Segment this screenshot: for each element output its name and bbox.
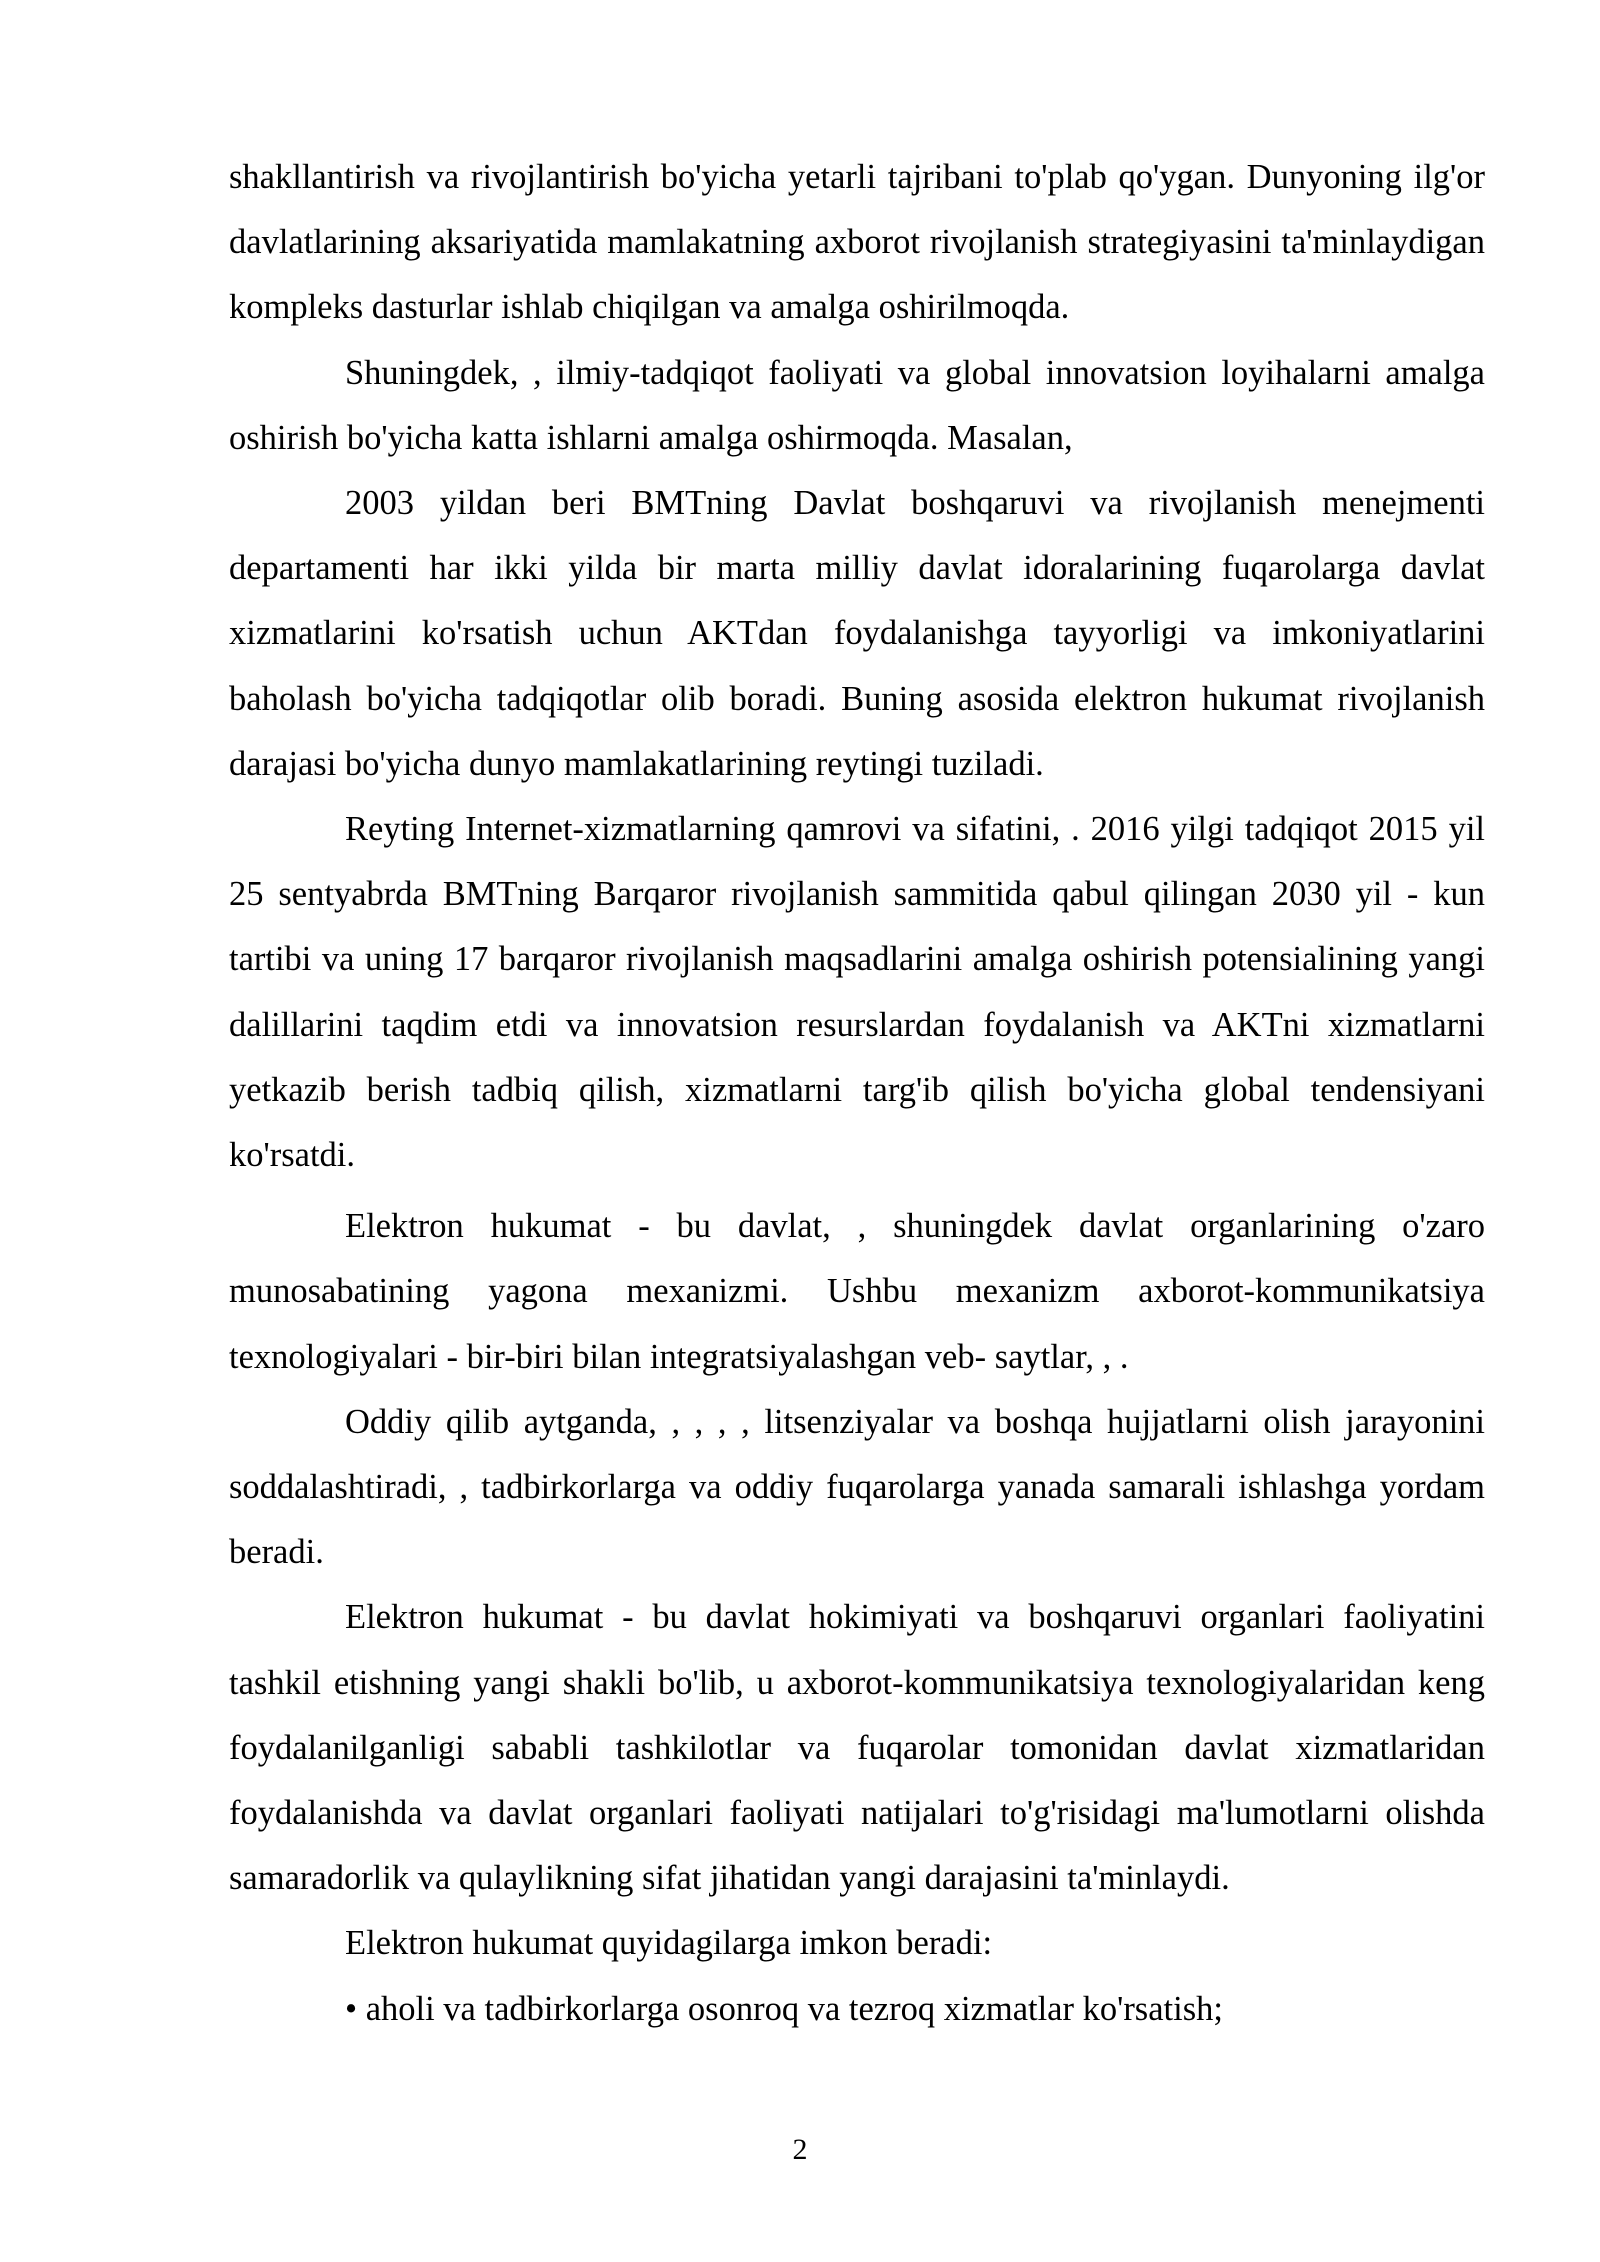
paragraph-new-form: Elektron hukumat - bu davlat hokimiyati va boshqaruvi organlari faoliyatini tashkil etishning yangi shakli bo'lib, u axborot-kommunikatsiya texnologiyalaridan keng foydalanilganligi sababli tashkilotlar va fuqarolar tomonidan davlat xizmatlaridan foydalanishda va davlat organlari faoliyati natijalari to'g'risidagi ma'lumotlarni olishda samaradorlik va qulaylikning sifat jihatidan yangi darajasini ta'minlaydi.	[229, 1598, 1485, 1898]
paragraph-simply-put: Oddiy qilib aytganda, , , , , litsenziyalar va boshqa hujjatlarni olish jarayonini soddalashtiradi, , tadbirkorlarga va oddiy fuqarolarga yanada samarali ishlashga yordam beradi.	[229, 1402, 1485, 1572]
paragraph-continuation: shakllantirish va rivojlantirish bo'yicha yetarli tajribani to'plab qo'ygan. Dunyoning ilg'or davlatlarining aksariyatida mamlakatning axborot rivojlanish strategiyasini ta'minlaydigan kompleks dasturlar ishlab chiqilgan va amalga oshirilmoqda.	[229, 158, 1485, 327]
paragraph-rating-2016: Reyting Internet-xizmatlarning qamrovi va sifatini, . 2016 yilgi tadqiqot 2015 yil 25 sentyabrda BMTning Barqaror rivojlanish sammitida qabul qilingan 2030 yil - kun tartibi va uning 17 barqaror rivojlanish maqsadlarini amalga oshirish potensialining yangi dalillarini taqdim etdi va innovatsion resurslardan foydalanish va AKTni xizmatlarni yetkazib berish tadbiq qilish, xizmatlarni targ'ib qilish bo'yicha global tendensiyani ko'rsatdi.	[229, 810, 1485, 1175]
paragraph-un-survey: 2003 yildan beri BMTning Davlat boshqaruvi va rivojlanish menejmenti departamenti har ikki yilda bir marta milliy davlat idoralarining fuqarolarga davlat xizmatlarini ko'rsatish uchun AKTdan foydalanishga tayyorligi va imkoniyatlarini baholash bo'yicha tadqiqotlar olib boradi. Buning asosida elektron hukumat rivojlanish darajasi bo'yicha dunyo mamlakatlarining reytingi tuziladi.	[229, 484, 1485, 783]
page-number: 2	[792, 2133, 808, 2166]
paragraph-e-government-definition: Elektron hukumat - bu davlat, , shuningdek davlat organlarining o'zaro munosabatining yagona mexanizmi. Ushbu mexanizm axborot-kommunikatsiya texnologiyalari - bir-biri bilan integratsiyalashgan veb- saytlar, , .	[229, 1207, 1485, 1376]
bullet-item: • aholi va tadbirkorlarga osonroq va tezroq xizmatlar ko'rsatish;	[345, 1989, 1223, 2028]
paragraph-research-activity: Shuningdek, , ilmiy-tadqiqot faoliyati va global innovatsion loyihalarni amalga oshirish bo'yicha katta ishlarni amalga oshirmoqda. Masalan,	[229, 353, 1485, 457]
body-text	[229, 145, 1485, 2042]
paragraph-list-intro: Elektron hukumat quyidagilarga imkon beradi:	[345, 1924, 993, 1963]
